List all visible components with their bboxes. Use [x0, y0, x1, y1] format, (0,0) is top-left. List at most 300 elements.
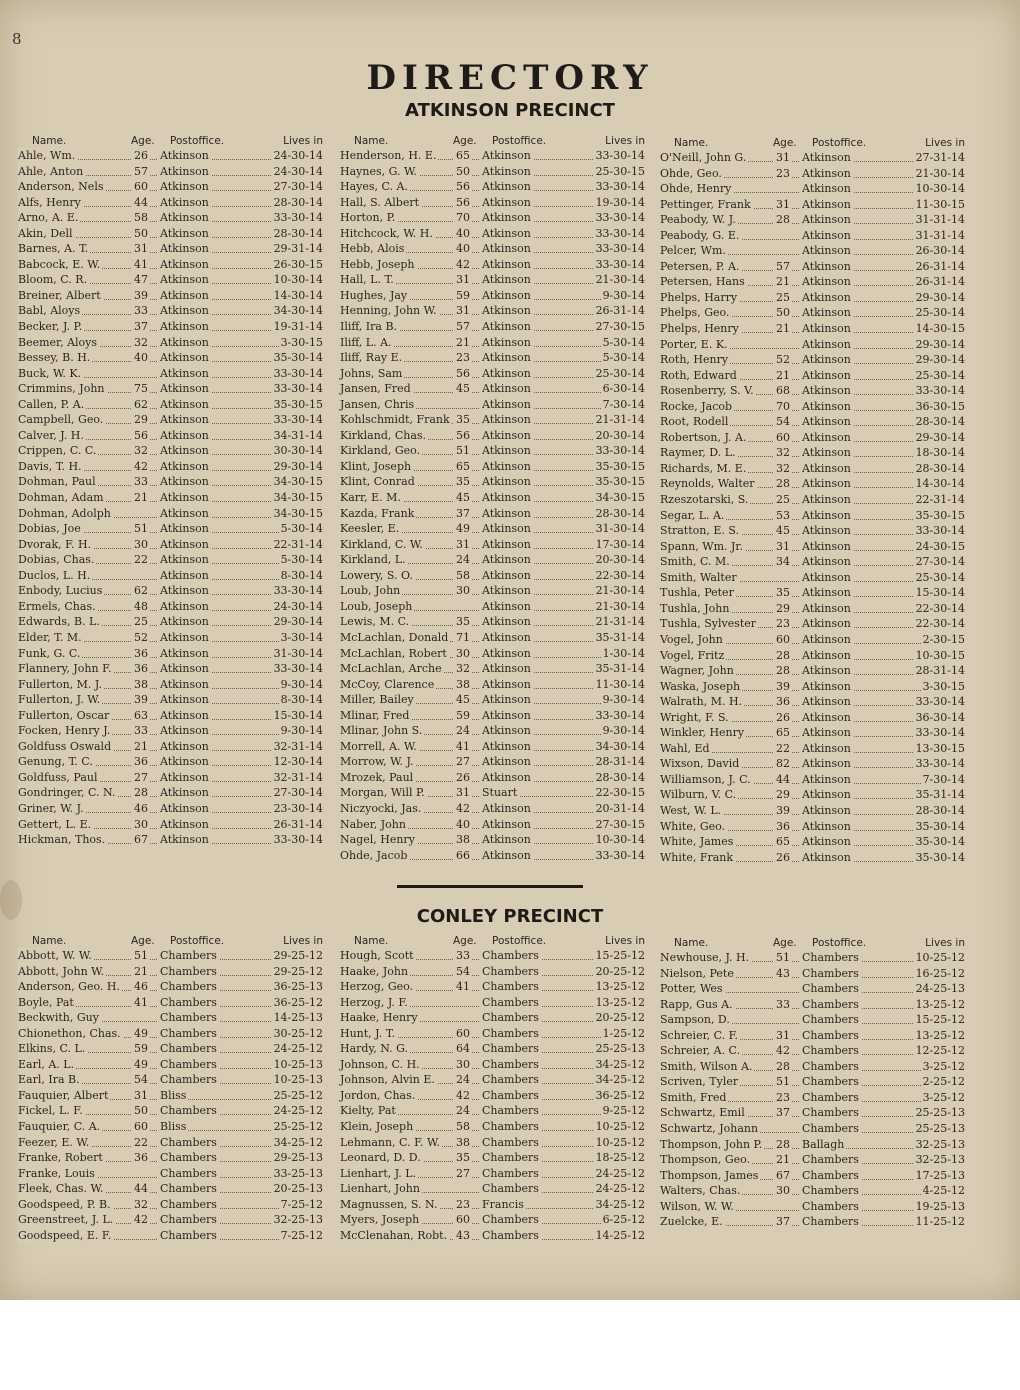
entry-name: Crimmins, John — [18, 382, 105, 396]
entry-lives-in: 9-30-14 — [280, 724, 323, 738]
header-postoffice: Postoffice. — [812, 137, 867, 149]
entry-lives-in: 28-30-14 — [915, 803, 965, 817]
entry-lives-in: 21-30-14 — [595, 584, 645, 598]
entry-age: 36 — [134, 646, 148, 660]
entry-age: 63 — [134, 708, 148, 722]
directory-entry — [340, 739, 645, 755]
entry-name: Hebb, Alois — [340, 242, 405, 256]
entry-age: 31 — [776, 197, 790, 211]
entry-lives-in: 29-30-14 — [915, 430, 965, 444]
entry-lives-in: 28-31-14 — [915, 664, 965, 678]
entry-age: 40 — [134, 351, 148, 365]
directory-entry — [660, 554, 965, 570]
entry-name: Winkler, Henry — [660, 726, 745, 740]
entry-age: 42 — [456, 801, 470, 815]
entry-name: Gettert, L. E. — [18, 817, 92, 831]
entry-age: 30 — [134, 817, 148, 831]
entry-lives-in: 7-25-12 — [280, 1197, 323, 1211]
entry-postoffice: Atkinson — [482, 428, 531, 442]
entry-postoffice: Atkinson — [802, 353, 851, 367]
entry-name: Klint, Conrad — [340, 475, 415, 489]
directory-entry — [660, 259, 965, 275]
entry-lives-in: 35-30-15 — [915, 508, 965, 522]
header-age: Age. — [131, 935, 155, 947]
entry-name: Dohman, Adolph — [18, 506, 111, 520]
directory-entry — [18, 770, 323, 786]
directory-entry — [18, 723, 323, 739]
entry-name: Peabody, G. E. — [660, 228, 740, 242]
directory-entry — [340, 832, 645, 848]
directory-entry — [18, 459, 323, 475]
entry-lives-in: 22-30-14 — [595, 568, 645, 582]
directory-entry — [18, 428, 323, 444]
entry-name: Myers, Joseph — [340, 1213, 420, 1227]
entry-lives-in: 25-30-14 — [915, 306, 965, 320]
entry-name: Fauquier, Albert — [18, 1088, 109, 1102]
entry-postoffice: Atkinson — [482, 801, 531, 815]
entry-name: Tushla, Peter — [660, 586, 734, 600]
entry-age: 58 — [134, 211, 148, 225]
entry-lives-in: 24-25-12 — [595, 1166, 645, 1180]
entry-age: 28 — [776, 648, 790, 662]
entry-name: Richards, M. E. — [660, 461, 747, 475]
entry-lives-in: 25-25-13 — [595, 1042, 645, 1056]
entry-name: Flannery, John F. — [18, 662, 112, 676]
entry-name: Hunt, J. T. — [340, 1026, 395, 1040]
entry-age: 42 — [456, 1088, 470, 1102]
entry-lives-in: 28-30-14 — [915, 415, 965, 429]
entry-postoffice: Atkinson — [160, 444, 209, 458]
header-name: Name. — [674, 937, 709, 949]
entry-name: Dohman, Adam — [18, 491, 104, 505]
directory-entry — [660, 772, 965, 788]
entry-lives-in: 14-30-15 — [915, 322, 965, 336]
entry-lives-in: 32-25-13 — [915, 1153, 965, 1167]
directory-entry — [18, 335, 323, 351]
entry-lives-in: 10-25-12 — [915, 951, 965, 964]
entry-age: 26 — [456, 770, 470, 784]
entry-lives-in: 34-30-14 — [273, 304, 323, 318]
entry-lives-in: 14-25-13 — [273, 1011, 323, 1025]
entry-postoffice: Chambers — [160, 1151, 217, 1165]
entry-lives-in: 33-30-14 — [273, 366, 323, 380]
directory-entry — [340, 443, 645, 459]
entry-lives-in: 1-25-12 — [602, 1026, 645, 1040]
directory-entry — [660, 352, 965, 368]
entry-age: 43 — [776, 966, 790, 980]
entry-postoffice: Chambers — [160, 1104, 217, 1118]
entry-name: Hardy, N. G. — [340, 1042, 409, 1056]
entry-name: McLachlan, Arche — [340, 662, 442, 676]
entry-name: Roth, Edward — [660, 368, 737, 382]
entry-postoffice: Atkinson — [160, 506, 209, 520]
entry-name: Fauquier, C. A. — [18, 1120, 101, 1134]
entry-postoffice: Atkinson — [482, 724, 531, 738]
column-header — [18, 135, 323, 148]
entry-name: McLachlan, Donald — [340, 630, 449, 644]
entry-name: Earl, Ira B. — [18, 1073, 80, 1087]
entry-name: O'Neill, John G. — [660, 151, 747, 164]
directory-entry — [18, 366, 323, 382]
entry-lives-in: 34-31-14 — [273, 428, 323, 442]
entry-postoffice: Atkinson — [802, 166, 851, 180]
entry-lives-in: 3-30-15 — [922, 679, 965, 693]
entry-lives-in: 33-30-14 — [273, 211, 323, 225]
directory-entry — [660, 1043, 965, 1059]
entry-name: Calver, J. H. — [18, 428, 84, 442]
entry-age: 49 — [456, 522, 470, 536]
entry-postoffice: Atkinson — [802, 726, 851, 740]
entry-lives-in: 26-31-14 — [915, 275, 965, 289]
directory-entry — [340, 474, 645, 490]
entry-age: 70 — [776, 399, 790, 413]
entry-name: Jansen, Chris — [340, 397, 415, 411]
directory-entry — [340, 692, 645, 708]
entry-postoffice: Atkinson — [160, 677, 209, 691]
entry-name: Lehmann, C. F. W. — [340, 1135, 440, 1149]
directory-entry — [340, 428, 645, 444]
header-lives-in: Lives in — [925, 137, 965, 149]
entry-name: Herzog, Geo. — [340, 980, 414, 994]
directory-entry — [18, 490, 323, 506]
entry-lives-in: 33-30-14 — [595, 180, 645, 194]
entry-age: 22 — [134, 553, 148, 567]
entry-lives-in: 29-30-14 — [915, 290, 965, 304]
entry-name: Smith, Walter — [660, 570, 737, 584]
directory-entry — [340, 319, 645, 335]
entry-postoffice: Atkinson — [482, 739, 531, 753]
directory-entry — [660, 725, 965, 741]
entry-lives-in: 27-30-15 — [595, 320, 645, 334]
directory-entry — [340, 257, 645, 273]
entry-name: Bessey, B. H. — [18, 351, 91, 365]
entry-lives-in: 25-30-14 — [915, 368, 965, 382]
directory-entry — [660, 274, 965, 290]
entry-name: Haake, Henry — [340, 1011, 418, 1025]
entry-age: 36 — [134, 1151, 148, 1165]
entry-age: 56 — [456, 180, 470, 194]
entry-name: Ohde, Jacob — [340, 848, 408, 862]
directory-entry — [660, 166, 965, 182]
directory-entry — [340, 630, 645, 646]
entry-postoffice: Chambers — [160, 1228, 217, 1242]
directory-entry — [18, 1166, 323, 1182]
entry-lives-in: 33-30-14 — [595, 149, 645, 162]
header-age: Age. — [453, 135, 477, 147]
directory-entry — [18, 272, 323, 288]
directory-entry — [340, 1088, 645, 1104]
entry-name: Horton, P. — [340, 211, 396, 225]
entry-name: Iliff, Ray E. — [340, 351, 403, 365]
directory-entry — [18, 1135, 323, 1151]
entry-lives-in: 26-31-14 — [595, 304, 645, 318]
directory-entry — [18, 1010, 323, 1026]
entry-lives-in: 27-30-14 — [273, 180, 323, 194]
entry-postoffice: Atkinson — [160, 568, 209, 582]
directory-entry — [340, 490, 645, 506]
header-lives-in: Lives in — [283, 135, 323, 147]
entry-postoffice: Atkinson — [160, 708, 209, 722]
entry-name: Kohlschmidt, Frank — [340, 413, 450, 427]
entry-age: 30 — [456, 1057, 470, 1071]
entry-postoffice: Chambers — [802, 1122, 859, 1136]
entry-postoffice: Atkinson — [160, 164, 209, 178]
entry-name: Hughes, Jay — [340, 288, 408, 302]
entry-name: Goodspeed, E. F. — [18, 1228, 112, 1242]
directory-entry — [18, 817, 323, 833]
entry-age: 45 — [456, 693, 470, 707]
entry-name: Kirkland, Chas. — [340, 428, 427, 442]
entry-postoffice: Atkinson — [160, 817, 209, 831]
entry-postoffice: Atkinson — [482, 304, 531, 318]
entry-name: Fullerton, M. J. — [18, 677, 102, 691]
directory-entry — [660, 1214, 965, 1230]
directory-entry — [660, 539, 965, 555]
entry-age: 21 — [134, 739, 148, 753]
entry-postoffice: Chambers — [482, 1166, 539, 1180]
entry-name: Anderson, Geo. H. — [18, 980, 120, 994]
directory-entry — [340, 1212, 645, 1228]
entry-postoffice: Atkinson — [802, 648, 851, 662]
entry-age: 51 — [456, 444, 470, 458]
entry-age: 21 — [776, 368, 790, 382]
entry-age: 59 — [134, 1042, 148, 1056]
entry-lives-in: 36-25-13 — [273, 980, 323, 994]
header-lives-in: Lives in — [283, 935, 323, 947]
directory-entry — [18, 443, 323, 459]
column-header — [660, 137, 965, 150]
entry-age: 57 — [134, 164, 148, 178]
entry-postoffice: Atkinson — [160, 382, 209, 396]
entry-name: Mrozek, Paul — [340, 770, 414, 784]
entry-age: 46 — [134, 980, 148, 994]
directory-entry — [18, 397, 323, 413]
directory-entry — [660, 981, 965, 997]
directory-entry — [340, 1135, 645, 1151]
entry-name: Dobias, Joe — [18, 522, 81, 536]
entry-name: Johnson, Alvin E. — [340, 1073, 435, 1087]
entry-name: Wagner, John — [660, 664, 734, 678]
directory-entry — [340, 1103, 645, 1119]
entry-postoffice: Atkinson — [160, 786, 209, 800]
directory-entry — [18, 599, 323, 615]
entry-age: 22 — [776, 741, 790, 755]
directory-entry — [18, 677, 323, 693]
entry-age: 31 — [456, 273, 470, 287]
entry-name: Ohde, Geo. — [660, 166, 722, 180]
entry-lives-in: 26-30-14 — [915, 244, 965, 258]
atkinson-column-1 — [18, 135, 323, 848]
entry-name: Barnes, A. T. — [18, 242, 89, 256]
entry-lives-in: 31-30-14 — [595, 522, 645, 536]
entry-postoffice: Atkinson — [160, 537, 209, 551]
directory-entry — [660, 679, 965, 695]
entry-postoffice: Atkinson — [802, 835, 851, 849]
entry-lives-in: 24-25-12 — [595, 1182, 645, 1196]
directory-entry — [660, 756, 965, 772]
directory-entry — [660, 803, 965, 819]
entry-name: Iliff, L. A. — [340, 335, 392, 349]
entry-lives-in: 28-30-14 — [273, 195, 323, 209]
entry-postoffice: Chambers — [802, 997, 859, 1011]
entry-name: Reynolds, Walter — [660, 477, 755, 491]
directory-entry — [660, 1137, 965, 1153]
entry-lives-in: 27-30-14 — [273, 786, 323, 800]
directory-entry — [660, 1199, 965, 1215]
directory-entry — [340, 568, 645, 584]
entry-age: 31 — [776, 151, 790, 164]
directory-entry — [18, 801, 323, 817]
entry-name: Roth, Henry — [660, 353, 729, 367]
entry-postoffice: Chambers — [482, 1182, 539, 1196]
entry-postoffice: Atkinson — [802, 695, 851, 709]
entry-age: 60 — [134, 1120, 148, 1134]
entry-lives-in: 14-30-14 — [915, 477, 965, 491]
entry-name: Henderson, H. E. — [340, 149, 437, 162]
directory-entry — [660, 1152, 965, 1168]
entry-lives-in: 3-25-12 — [922, 1059, 965, 1073]
directory-entry — [660, 1183, 965, 1199]
entry-postoffice: Atkinson — [482, 630, 531, 644]
entry-age: 33 — [776, 997, 790, 1011]
entry-name: Hebb, Joseph — [340, 257, 415, 271]
directory-entry — [18, 614, 323, 630]
entry-name: Pelcer, Wm. — [660, 244, 726, 258]
entry-age: 33 — [134, 724, 148, 738]
entry-name: Lewis, M. C. — [340, 615, 410, 629]
directory-entry — [660, 368, 965, 384]
directory-entry — [660, 430, 965, 446]
entry-postoffice: Chambers — [482, 964, 539, 978]
entry-postoffice: Atkinson — [802, 679, 851, 693]
entry-lives-in: 23-30-14 — [273, 801, 323, 815]
directory-entry — [340, 226, 645, 242]
entry-lives-in: 36-25-12 — [273, 995, 323, 1009]
directory-entry — [340, 164, 645, 180]
entry-postoffice: Chambers — [160, 1026, 217, 1040]
entry-age: 32 — [134, 1197, 148, 1211]
entry-lives-in: 13-25-12 — [915, 1028, 965, 1042]
entry-lives-in: 24-25-12 — [273, 1104, 323, 1118]
entry-lives-in: 29-25-12 — [273, 964, 323, 978]
entry-age: 23 — [776, 1090, 790, 1104]
entry-lives-in: 5-30-14 — [602, 335, 645, 349]
conley-column-1 — [18, 935, 323, 1243]
entry-name: Newhouse, J. H. — [660, 951, 750, 964]
directory-entry — [18, 195, 323, 211]
entry-postoffice: Atkinson — [482, 211, 531, 225]
entry-age: 42 — [134, 459, 148, 473]
entry-name: Griner, W. J. — [18, 801, 84, 815]
entry-lives-in: 25-30-15 — [595, 164, 645, 178]
entry-age: 30 — [776, 1184, 790, 1198]
entry-postoffice: Atkinson — [482, 320, 531, 334]
entry-age: 39 — [134, 288, 148, 302]
directory-entry — [340, 179, 645, 195]
entry-postoffice: Chambers — [482, 1026, 539, 1040]
directory-entry — [340, 210, 645, 226]
entry-name: Bloom, C. R. — [18, 273, 88, 287]
directory-entry — [18, 739, 323, 755]
entry-lives-in: 35-30-14 — [915, 835, 965, 849]
entry-age: 62 — [134, 584, 148, 598]
entry-age: 64 — [456, 1042, 470, 1056]
entry-age: 60 — [134, 180, 148, 194]
entry-name: Niczyocki, Jas. — [340, 801, 422, 815]
entry-postoffice: Atkinson — [802, 586, 851, 600]
entry-lives-in: 5-30-14 — [280, 522, 323, 536]
entry-age: 35 — [456, 615, 470, 629]
header-postoffice: Postoffice. — [492, 135, 547, 147]
entry-age: 21 — [776, 275, 790, 289]
directory-entry — [660, 834, 965, 850]
entry-name: Zuelcke, E. — [660, 1215, 723, 1229]
entry-lives-in: 20-25-13 — [273, 1182, 323, 1196]
directory-entry — [660, 850, 965, 866]
entry-postoffice: Atkinson — [482, 382, 531, 396]
entry-postoffice: Atkinson — [482, 226, 531, 240]
entry-postoffice: Chambers — [482, 1042, 539, 1056]
entry-name: Stratton, E. S. — [660, 524, 739, 538]
entry-age: 44 — [776, 772, 790, 786]
entry-age: 33 — [134, 304, 148, 318]
entry-age: 22 — [134, 1135, 148, 1149]
entry-postoffice: Atkinson — [160, 459, 209, 473]
entry-postoffice: Atkinson — [160, 351, 209, 365]
entry-lives-in: 22-30-14 — [915, 601, 965, 615]
entry-name: Arno, A. E. — [18, 211, 79, 225]
entry-name: Potter, Wes — [660, 982, 723, 996]
directory-entry — [18, 832, 323, 848]
entry-postoffice: Atkinson — [482, 599, 531, 613]
entry-age: 58 — [456, 1120, 470, 1134]
directory-entry — [340, 537, 645, 553]
directory-entry — [340, 1150, 645, 1166]
entry-age: 56 — [456, 195, 470, 209]
entry-lives-in: 21-30-14 — [595, 273, 645, 287]
entry-postoffice: Atkinson — [482, 677, 531, 691]
entry-lives-in: 10-25-13 — [273, 1073, 323, 1087]
entry-lives-in: 34-30-15 — [273, 475, 323, 489]
header-postoffice: Postoffice. — [170, 935, 225, 947]
entry-lives-in: 29-30-14 — [915, 337, 965, 351]
entry-age: 67 — [134, 833, 148, 847]
entry-age: 50 — [456, 164, 470, 178]
entry-postoffice: Atkinson — [160, 257, 209, 271]
directory-entry — [660, 1105, 965, 1121]
entry-age: 36 — [134, 755, 148, 769]
entry-postoffice: Chambers — [482, 1151, 539, 1165]
entry-postoffice: Atkinson — [482, 755, 531, 769]
conley-column-2 — [340, 935, 645, 1243]
entry-lives-in: 21-30-14 — [595, 599, 645, 613]
entry-age: 65 — [776, 726, 790, 740]
entry-lives-in: 34-25-12 — [595, 1073, 645, 1087]
entry-lives-in: 31-31-14 — [915, 213, 965, 227]
entry-age: 35 — [456, 413, 470, 427]
entry-postoffice: Atkinson — [802, 601, 851, 615]
entry-name: Schreier, C. F. — [660, 1028, 739, 1042]
entry-lives-in: 24-30-14 — [273, 149, 323, 162]
entry-postoffice: Atkinson — [482, 180, 531, 194]
entry-lives-in: 10-25-12 — [595, 1135, 645, 1149]
directory-entry — [660, 1028, 965, 1044]
directory-entry — [660, 997, 965, 1013]
directory-entry — [660, 523, 965, 539]
entry-lives-in: 15-30-14 — [915, 586, 965, 600]
directory-entry — [340, 521, 645, 537]
directory-entry — [340, 599, 645, 615]
